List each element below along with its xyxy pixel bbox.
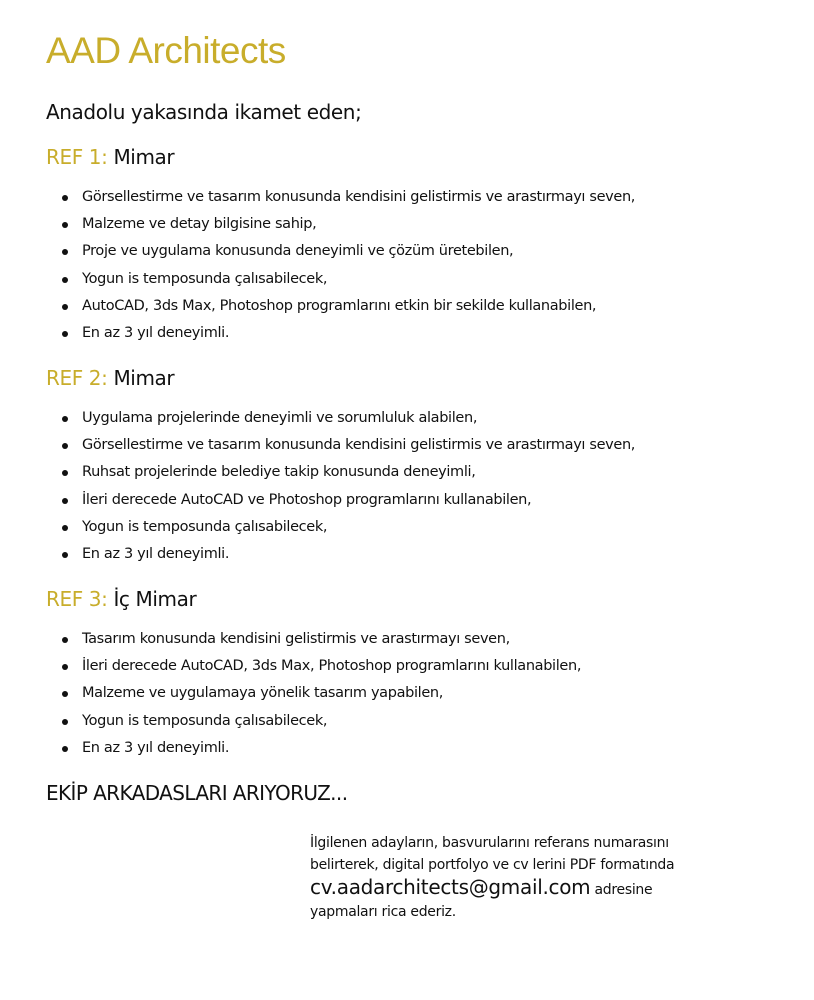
bullet-icon xyxy=(62,719,68,725)
bullet-icon xyxy=(62,277,68,283)
list-item xyxy=(62,517,635,544)
list-item xyxy=(62,738,581,765)
bullet-icon xyxy=(62,304,68,310)
list-item xyxy=(62,241,635,268)
contact-block xyxy=(310,832,780,923)
list-item xyxy=(62,408,635,435)
bullet-icon xyxy=(62,331,68,337)
list-item-text: AutoCAD, 3ds Max, Photoshop programlarını etkin bir sekilde kullanabilen, xyxy=(82,297,597,314)
list-item xyxy=(62,435,635,462)
list-item xyxy=(62,656,581,683)
list-item-text: Malzeme ve uygulamaya yönelik tasarım yapabilen, xyxy=(82,685,443,702)
ref-code: REF 2: xyxy=(46,366,108,390)
ref-title: Mimar xyxy=(113,366,175,390)
ref-heading xyxy=(46,145,635,169)
ref-title: Mimar xyxy=(113,145,175,169)
bullet-icon xyxy=(62,525,68,531)
list-item-text: Uygulama projelerinde deneyimli ve sorumluluk alabilen, xyxy=(82,410,478,426)
list-item xyxy=(62,490,635,517)
list-item xyxy=(62,629,581,656)
list-item xyxy=(62,544,635,571)
ref-title: İç Mimar xyxy=(113,587,197,611)
list-item-text: En az 3 yıl deneyimli. xyxy=(82,739,230,756)
list-item xyxy=(62,269,635,296)
ref-code: REF 3: xyxy=(46,587,108,611)
bullet-icon xyxy=(62,498,68,504)
bullet-icon xyxy=(62,552,68,558)
bullet-icon xyxy=(62,195,68,201)
contact-email-line xyxy=(310,876,780,901)
ref-heading xyxy=(46,366,635,390)
intro-text: Anadolu yakasında ikamet eden; xyxy=(46,100,362,124)
list-item-text: En az 3 yıl deneyimli. xyxy=(82,324,230,341)
ref-section xyxy=(46,145,635,350)
bullet-icon xyxy=(62,222,68,228)
list-item xyxy=(62,296,635,323)
bullet-icon xyxy=(62,746,68,752)
list-item xyxy=(62,683,581,710)
requirements-list xyxy=(62,408,635,571)
list-item-text: İleri derecede AutoCAD ve Photoshop programlarını kullanabilen, xyxy=(82,491,532,508)
list-item-text: Yogun is temposunda çalısabilecek, xyxy=(82,712,328,729)
closing-heading: EKİP ARKADASLARI ARIYORUZ... xyxy=(46,781,348,805)
list-item-text: İleri derecede AutoCAD, 3ds Max, Photoshop programlarını kullanabilen, xyxy=(82,658,582,675)
bullet-icon xyxy=(62,637,68,643)
list-item-text: En az 3 yıl deneyimli. xyxy=(82,545,230,562)
ref-section xyxy=(46,587,581,765)
list-item-text: Malzeme ve detay bilgisine sahip, xyxy=(82,216,317,233)
bullet-icon xyxy=(62,470,68,476)
email-suffix: adresine xyxy=(594,882,653,898)
contact-line: İlgilenen adayların, basvurularını referans numarasını xyxy=(310,835,669,851)
list-item xyxy=(62,462,635,489)
email-link[interactable]: cv.aadarchitects@gmail.com xyxy=(310,875,591,899)
ref-code: REF 1: xyxy=(46,145,108,169)
bullet-icon xyxy=(62,443,68,449)
contact-line: yapmaları rica ederiz. xyxy=(310,904,456,920)
list-item xyxy=(62,323,635,350)
requirements-list xyxy=(62,629,581,765)
list-item xyxy=(62,187,635,214)
list-item-text: Görsellestirme ve tasarım konusunda kendisini gelistirmis ve arastırmayı seven, xyxy=(82,437,636,454)
bullet-icon xyxy=(62,691,68,697)
brand-title: AAD Architects xyxy=(46,30,286,71)
ref-heading xyxy=(46,587,581,611)
bullet-icon xyxy=(62,664,68,670)
bullet-icon xyxy=(62,416,68,422)
list-item-text: Yogun is temposunda çalısabilecek, xyxy=(82,518,328,535)
list-item-text: Yogun is temposunda çalısabilecek, xyxy=(82,270,328,287)
list-item-text: Ruhsat projelerinde belediye takip konusunda deneyimli, xyxy=(82,464,476,481)
list-item xyxy=(62,214,635,241)
list-item-text: Proje ve uygulama konusunda deneyimli ve çözüm üretebilen, xyxy=(82,243,514,260)
requirements-list xyxy=(62,187,635,350)
contact-line: belirterek, digital portfolyo ve cv lerini PDF formatında xyxy=(310,857,675,873)
list-item-text: Tasarım konusunda kendisini gelistirmis ve arastırmayı seven, xyxy=(82,631,510,647)
list-item-text: Görsellestirme ve tasarım konusunda kendisini gelistirmis ve arastırmayı seven, xyxy=(82,189,636,205)
bullet-icon xyxy=(62,249,68,255)
ref-section xyxy=(46,366,635,571)
list-item xyxy=(62,711,581,738)
